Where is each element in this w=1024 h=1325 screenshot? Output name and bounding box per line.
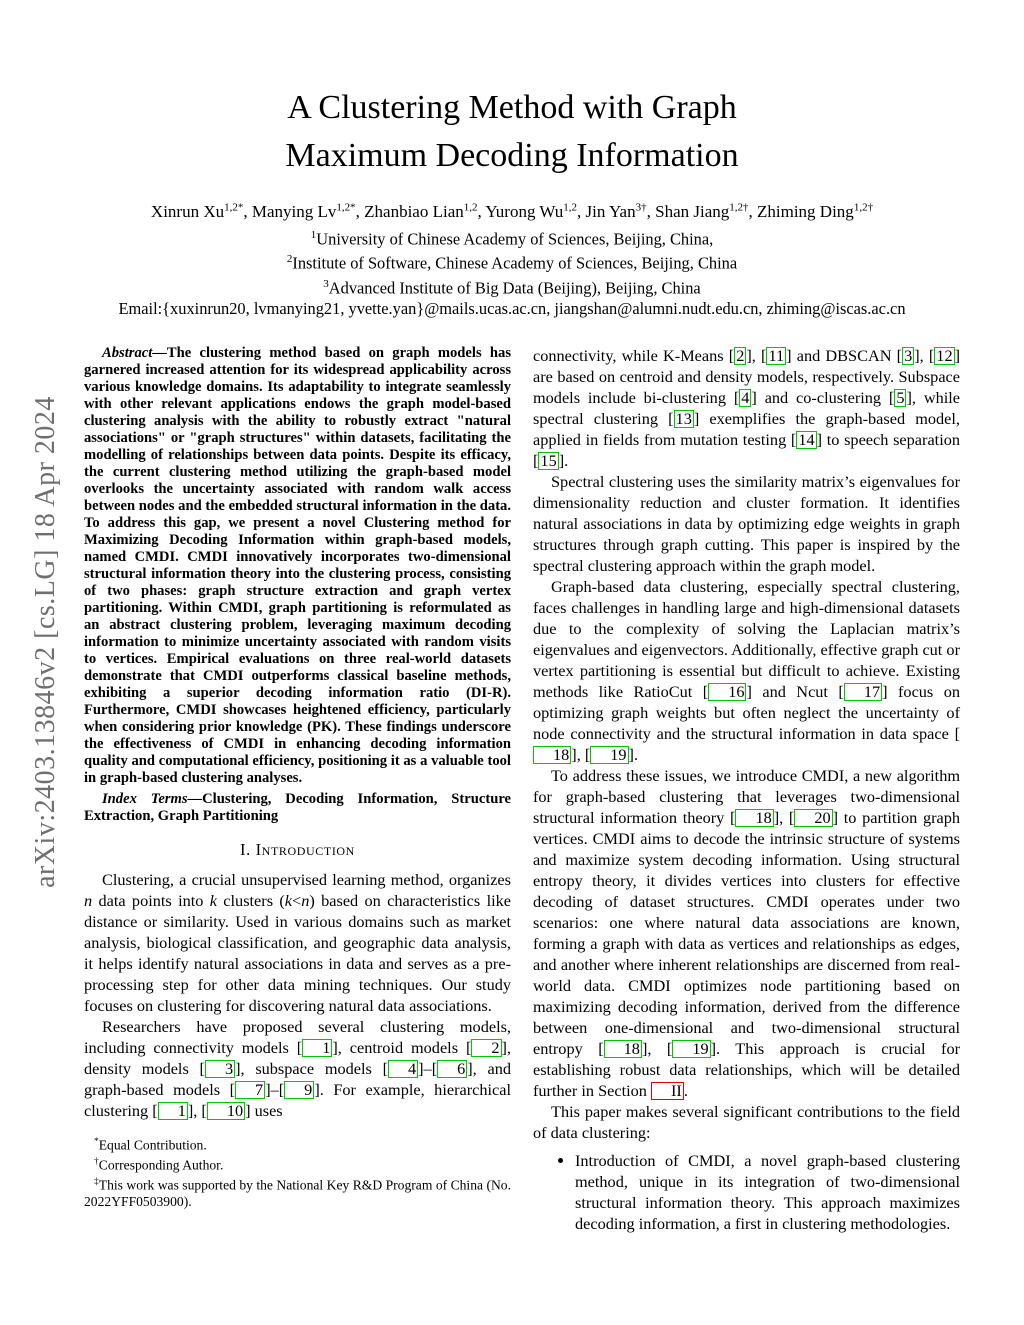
abstract-label: Abstract bbox=[102, 345, 153, 361]
intro-paragraph-4: Graph-based data clustering, especially spectral clustering, faces challenges in handling large and high-dimensional datasets due to the complexity of solving the Laplacian matrix’s eigenvalues and eigenvectors. Additionally, effective graph cut or vertex partitioning is essential but difficult to achieve. Existing methods like RatioCut [ 16 ] and Ncut [ 17 ] focus on optimizing graph weights but often neglect the uncertainty of node connectivity and the structural information in data space [18 ], [ 19 ]. bbox=[533, 577, 961, 764]
citation-link[interactable]: 4 bbox=[741, 388, 750, 407]
paper-title bbox=[0, 84, 1024, 180]
intro-paragraph-1: Clustering, a crucial unsupervised learning method, organizes n data points into k clusters (k<n) based on characteristics like distance or similarity. Used in various domains such as market analysis, biological classification, and geographic data analysis, it helps identify natural associations in data and serves as a pre-processing step for other data mining techniques. Our study focuses on clustering for discovering natural data associations. bbox=[84, 870, 511, 1015]
citation-link[interactable]: 19 bbox=[672, 1040, 710, 1058]
citation-link[interactable]: 10 bbox=[207, 1102, 245, 1120]
citation-link[interactable]: 7 bbox=[235, 1081, 265, 1099]
footnote-funding: ‡This work was supported by the National Key R&D Program of China (No. 2022YFF0503900). bbox=[84, 1177, 511, 1210]
citation-link[interactable]: 1 bbox=[158, 1102, 188, 1120]
citation-link[interactable]: 16 bbox=[708, 683, 746, 701]
abstract-text: —The clustering method based on graph models has garnered increased attention for its widespread applicability across various knowledge domains. Its adaptability to integrate seamlessly with other relevant applications endows the graph model-based clustering analysis with the ability to robustly extract "natural associations" or "graph structures" within datasets, facilitating the modelling of relationships between data points. Despite its efficacy, the current clustering method utilizing the graph-based model overlooks the uncertainty associated with random walk access between nodes and the embedded structural information in the data. To address this gap, we present a novel Clustering method for Maximizing Decoding Information within graph-based models, named CMDI. CMDI innovatively incorporates two-dimensional structural information theory into the clustering process, consisting of two phases: graph structure extraction and graph vertex partitioning. Within CMDI, graph partitioning is reformulated as an abstract clustering problem, leveraging maximum decoding information to minimize uncertainty associated with random visits to vertices. Empirical evaluations on three real-world datasets demonstrate that CMDI outperforms classical baseline methods, exhibiting a superior decoding information ratio (DI-R). Furthermore, CMDI showcases heightened efficiency, particularly when considering prior knowledge (PK). These findings underscore the effectiveness of CMDI in enhancing decoding information quality and computational efficiency, positioning it as a valuable tool in graph-based clustering analyses. bbox=[84, 345, 511, 786]
left-column bbox=[84, 345, 511, 1121]
author: Zhanbiao Lian$^{1,2}$, bbox=[364, 201, 486, 221]
citation-link[interactable]: 3 bbox=[904, 346, 913, 365]
intro-paragraph-6: This paper makes several significant contributions to the field of data clustering: bbox=[533, 1102, 960, 1142]
author-line bbox=[0, 201, 1024, 222]
author: Jin Yan$^{3\dagger}$, bbox=[585, 201, 656, 221]
affiliations bbox=[0, 225, 1024, 298]
intro-paragraph-3: Spectral clustering uses the similarity matrix’s eigenvalues for dimensionality reduction and cluster formation. It identifies natural associations in data by optimizing edge weights in graph structures through graph cutting. This paper is inspired by the spectral clustering approach within the graph model. bbox=[533, 472, 960, 575]
citation-link[interactable]: 9 bbox=[284, 1081, 314, 1099]
arxiv-watermark: arXiv:2403.13846v2 [cs.LG] 18 Apr 2024 bbox=[30, 396, 61, 888]
intro-paragraph-2-continued: connectivity, while K-Means [ 2 ], [ 11 ] and DBSCAN [ 3 ], [ 12 ] are based on centroid and density models, respectively. Subspace models include bi-clustering [ 4 ] and co-clustering [ 5 ], while spectral clustering [ 13 ] exemplifies the graph-based model, applied in fields from mutation testing [ 14 ] to speech separation [ 15 ]. bbox=[533, 346, 961, 470]
citation-link[interactable]: 11 bbox=[768, 346, 785, 365]
author: Manying $Lv^{1,2*}$, bbox=[251, 201, 365, 221]
intro-paragraph-2: Researchers have proposed several clustering models, including connectivity models [ 1 ], centroid models [ 2 ], density models [ 3 ], subspace models [ 4 ]–[ 6 ], and graph-based models [ 7 ]–[ 9 ]. For example, hierarchical clustering [ 1 ], [ 10 ] uses bbox=[84, 1017, 512, 1120]
intro-paragraph-5: To address these issues, we introduce CMDI, a new algorithm for graph-based clustering that leverages two-dimensional structural information theory [ 18 ], [ 20 ] to partition graph vertices. CMDI aims to decode the intrinsic structure of systems and maximize system decoding information. Using structural entropy theory, it divides vertices into clusters for effective decoding of dataset structures. CMDI operates under two scenarios: one where natural data associations are known, forming a graph with data as vertices and relationships as edges, and another where inherent relationships are discerned from real-world data. CMDI optimizes node partitioning based on maximizing decoding information, derived from the difference between one-dimensional and two-dimensional structural entropy [ 18 ], [ 19 ]. This approach is crucial for establishing robust data relationships, which will be detailed further in Section II . bbox=[533, 766, 961, 1100]
citation-link[interactable]: 14 bbox=[798, 430, 815, 449]
citation-link[interactable]: 6 bbox=[437, 1060, 467, 1078]
citation-link[interactable]: 5 bbox=[896, 388, 905, 407]
citation-link[interactable]: 15 bbox=[540, 451, 557, 470]
email-line: Email:{xuxinrun20, lvmanying21, yvette.yan}@mails.ucas.ac.cn, jiangshan@alumni.nudt.edu.cn, zhiming@iscas.ac.cn bbox=[118, 299, 906, 319]
title-line-1: A Clustering Method with Graph bbox=[287, 89, 737, 126]
affiliation-1: $^1$University of Chinese Academy of Sciences, Beijing, China, bbox=[310, 228, 714, 249]
contribution-item-1: • Introduction of CMDI, a novel graph-based clustering method, unique in its integration of two-dimensional structural information theory. This approach maximizes decoding information, a first in clustering methodologies. bbox=[575, 1150, 960, 1234]
paper-header bbox=[0, 84, 1024, 319]
citation-link[interactable]: 2 bbox=[471, 1039, 501, 1057]
footnote-block bbox=[84, 1130, 511, 1220]
footnote-equal-contribution: *Equal Contribution. bbox=[94, 1137, 207, 1153]
citation-link[interactable]: 17 bbox=[844, 683, 882, 701]
abstract-paragraph bbox=[84, 345, 511, 787]
citation-link[interactable]: 1 bbox=[302, 1039, 332, 1057]
section-link[interactable]: II bbox=[651, 1082, 684, 1100]
affiliation-3: $^3$Advanced Institute of Big Data (Beijing), Beijing, China bbox=[323, 277, 701, 298]
citation-link[interactable]: 18 bbox=[533, 746, 571, 764]
contribution-list bbox=[533, 1150, 960, 1234]
citation-link[interactable]: 18 bbox=[735, 809, 773, 827]
author: Zhiming Ding$^{1,2\dagger}$ bbox=[757, 201, 874, 221]
citation-link[interactable]: 18 bbox=[604, 1040, 642, 1058]
section-heading-introduction: I. Introduction bbox=[240, 840, 355, 859]
index-terms-label: Index Terms bbox=[102, 791, 188, 807]
citation-link[interactable]: 3 bbox=[205, 1060, 235, 1078]
citation-link[interactable]: 2 bbox=[736, 346, 745, 365]
author: Yurong Wu$^{1,2}$, bbox=[485, 201, 586, 221]
citation-link[interactable]: 12 bbox=[936, 346, 953, 365]
author: Shan Jiang$^{1,2\dagger}$, bbox=[655, 201, 757, 221]
affiliation-2: $^2$Institute of Software, Chinese Academy of Sciences, Beijing, China bbox=[286, 253, 738, 273]
citation-link[interactable]: 20 bbox=[794, 809, 832, 827]
citation-link[interactable]: 13 bbox=[675, 409, 692, 428]
title-line-2: Maximum Decoding Information bbox=[285, 137, 739, 174]
author: Xinrun $Xu^{1,2*}$, bbox=[150, 201, 252, 221]
footnote-corresponding-author: †Corresponding Author. bbox=[94, 1157, 224, 1173]
index-terms-text: —Clustering, Decoding Information, Structure Extraction, Graph Partitioning bbox=[84, 791, 512, 824]
citation-link[interactable]: 19 bbox=[590, 746, 628, 764]
right-column bbox=[533, 345, 960, 1234]
citation-link[interactable]: 4 bbox=[388, 1060, 418, 1078]
index-terms-paragraph bbox=[84, 791, 511, 825]
